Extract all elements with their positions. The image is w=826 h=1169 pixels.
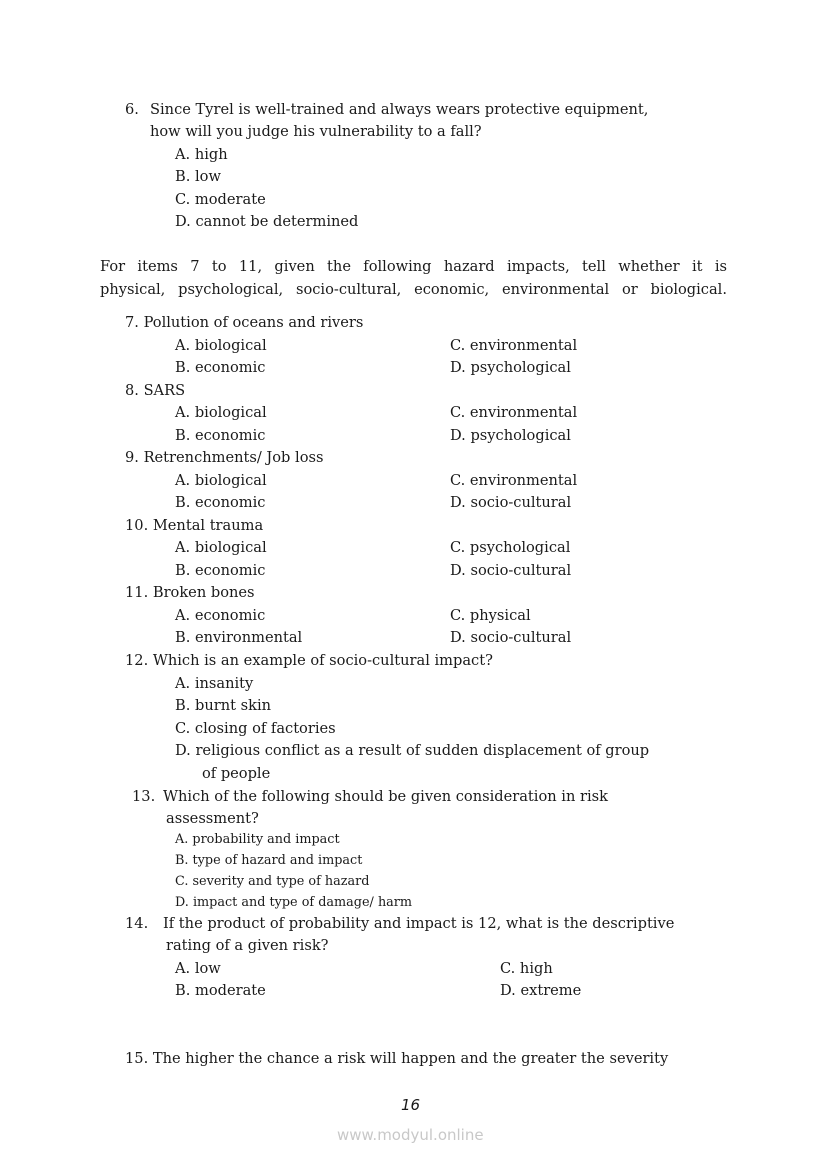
option: D. religious conflict as a result of sudden displacement of group	[175, 742, 650, 759]
option: C. psychological	[450, 539, 571, 556]
option: C. environmental	[450, 404, 578, 421]
question-text: 8. SARS	[125, 382, 186, 399]
question-15-text: 15. The higher the chance a risk will happen and the greater the severity	[125, 1050, 669, 1067]
option: C. closing of factories	[175, 720, 336, 737]
question-text: 9. Retrenchments/ Job loss	[125, 449, 324, 466]
question-text: 12. Which is an example of socio-cultural impact?	[125, 652, 493, 669]
option: A. biological	[175, 539, 267, 556]
option: D. impact and type of damage/ harm	[175, 895, 413, 910]
option: D. psychological	[450, 359, 571, 376]
option: A. low	[175, 960, 221, 977]
option: B. type of hazard and impact	[175, 853, 363, 868]
option: D. extreme	[500, 982, 582, 999]
option: D. psychological	[450, 427, 571, 444]
question-text: 11. Broken bones	[125, 584, 255, 601]
question-text: 7. Pollution of oceans and rivers	[125, 314, 364, 331]
option: A. biological	[175, 472, 267, 489]
question-text: 10. Mental trauma	[125, 517, 264, 534]
option: B. economic	[175, 562, 266, 579]
option: B. moderate	[175, 982, 266, 999]
option: A. insanity	[175, 675, 254, 692]
question-text: Since Tyrel is well-trained and always wears protective equipment,	[150, 101, 649, 118]
option: C. moderate	[175, 191, 266, 208]
option: C. severity and type of hazard	[175, 874, 370, 889]
question-text: assessment?	[166, 810, 259, 827]
question-number: 6.	[125, 101, 139, 118]
question-text: If the product of probability and impact is 12, what is the descriptive	[163, 915, 675, 932]
option: A. biological	[175, 337, 267, 354]
option: A. economic	[175, 607, 266, 624]
option: B. economic	[175, 427, 266, 444]
option: A. probability and impact	[175, 832, 340, 847]
option: D. socio-cultural	[450, 629, 572, 646]
question-text: how will you judge his vulnerability to a fall?	[150, 123, 482, 140]
option: B. environmental	[175, 629, 303, 646]
option: D. cannot be determined	[175, 213, 359, 230]
option: D. socio-cultural	[450, 562, 572, 579]
option: C. environmental	[450, 337, 578, 354]
option: C. environmental	[450, 472, 578, 489]
question-number: 14.	[125, 915, 149, 932]
page-number: 16	[401, 1096, 421, 1114]
watermark: www.modyul.online	[337, 1126, 484, 1144]
option: B. burnt skin	[175, 697, 272, 714]
option: B. economic	[175, 494, 266, 511]
option: C. high	[500, 960, 553, 977]
option: C. physical	[450, 607, 531, 624]
option-continuation: of people	[202, 765, 271, 782]
instructions-line: physical, psychological, socio-cultural, economic, environmental or biological.	[100, 281, 727, 298]
question-text: rating of a given risk?	[166, 937, 329, 954]
option: D. socio-cultural	[450, 494, 572, 511]
question-text: Which of the following should be given consideration in risk	[163, 788, 608, 805]
option: B. low	[175, 168, 221, 185]
option: B. economic	[175, 359, 266, 376]
option: A. biological	[175, 404, 267, 421]
question-number: 13.	[132, 788, 156, 805]
instructions-line: For items 7 to 11, given the following hazard impacts, tell whether it is	[100, 258, 727, 275]
option: A. high	[175, 146, 228, 163]
